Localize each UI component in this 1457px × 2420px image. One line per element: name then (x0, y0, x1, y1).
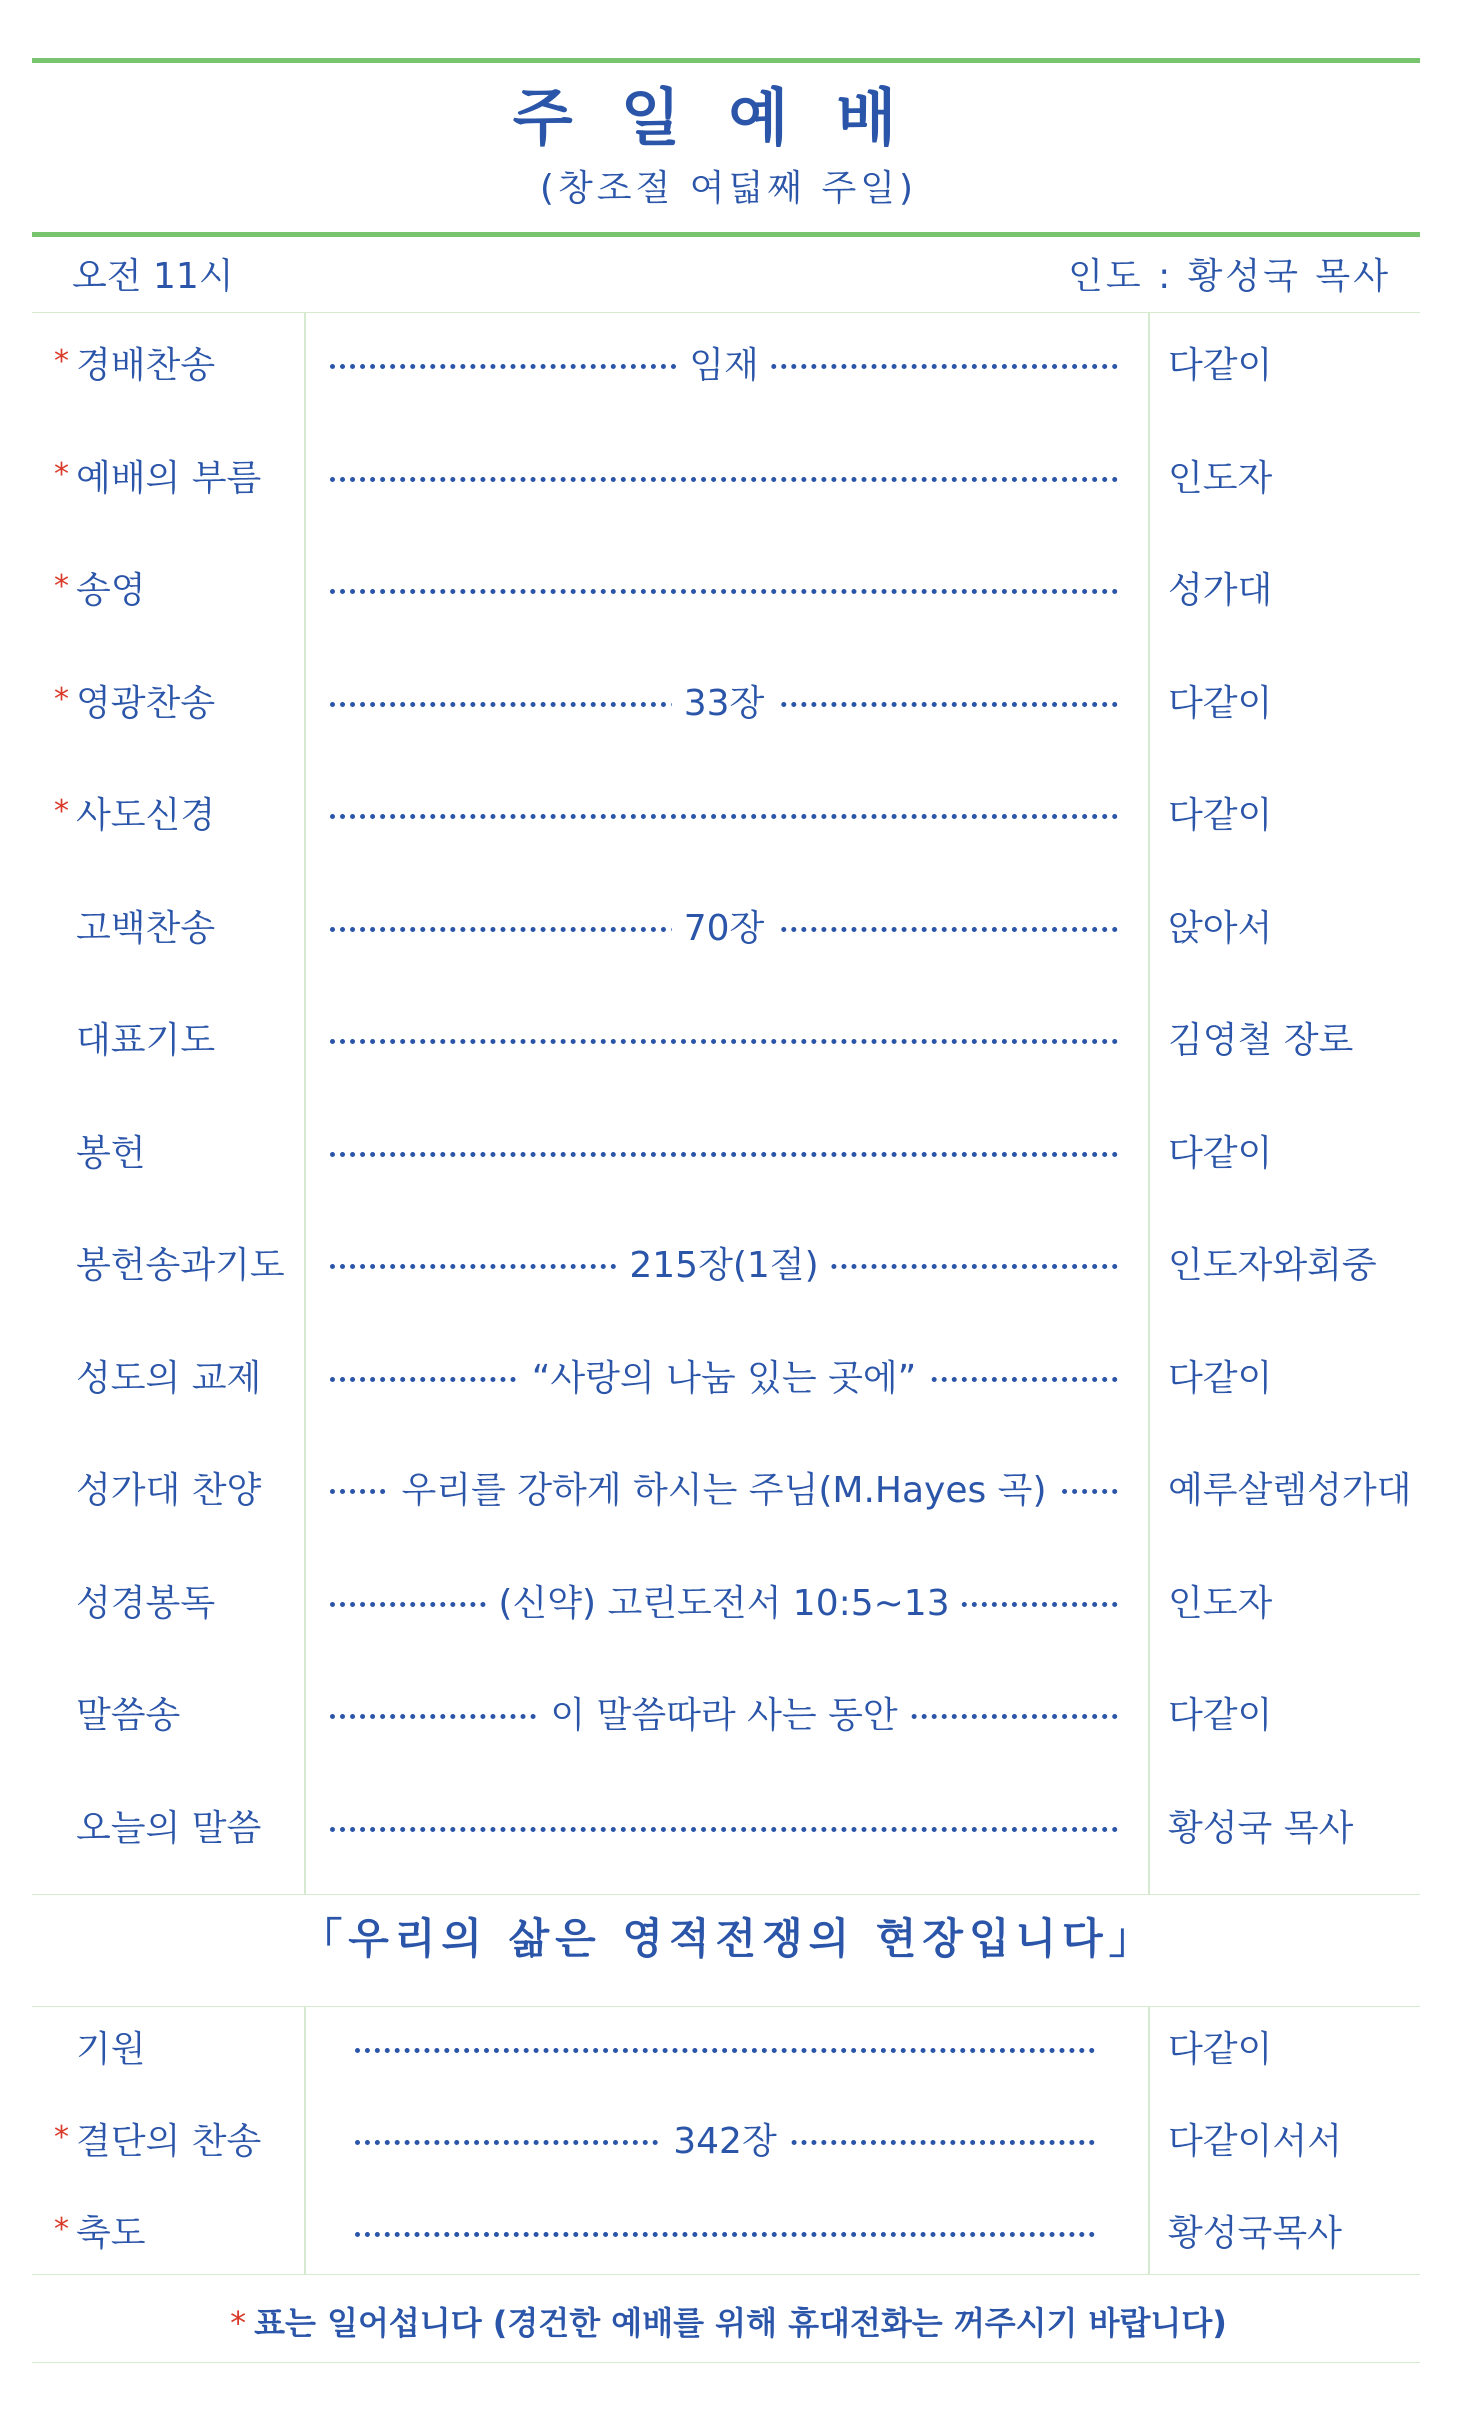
service-item-label: 봉헌 (76, 1132, 146, 1174)
page-subtitle: (창조절 여덟째 주일) (539, 168, 918, 209)
service-item-responder: 다같이 (1168, 345, 1273, 386)
service-item-responder: 다같이 (1168, 682, 1273, 724)
top-green-rule (32, 58, 1420, 63)
divider-before-sermon (32, 1894, 1420, 1895)
dotted-leader (330, 1152, 1118, 1157)
service-leader: 인도 : 황성국 목사 (1068, 256, 1391, 297)
service-item-detail: 33장 (672, 674, 777, 734)
service-item-label: 말씀송 (76, 1695, 181, 1736)
service-row (0, 336, 1457, 396)
dotted-leader (330, 1827, 1118, 1832)
service-row (0, 899, 1457, 959)
service-row (0, 1574, 1457, 1634)
service-item-responder: 성가대 (1168, 570, 1273, 611)
service-item-label: 고백찬송 (76, 907, 216, 949)
divider-top (32, 312, 1420, 313)
service-item-detail: (신약) 고린도전서 10:5~13 (486, 1574, 961, 1634)
star-marker-icon: * (54, 2212, 69, 2247)
service-row (0, 2020, 1457, 2080)
service-item-label: 봉헌송과기도 (76, 1245, 285, 1286)
service-item-detail: 215장(1절) (617, 1236, 830, 1296)
service-item-responder: 인도자 (1168, 1582, 1273, 1624)
service-row (0, 1461, 1457, 1521)
service-item-label: 예배의 부름 (76, 457, 262, 499)
column-divider-left (304, 312, 306, 1894)
service-row (0, 786, 1457, 846)
service-item-label: 기원 (76, 2029, 146, 2070)
service-item-detail: “사랑의 나눔 있는 곳에” (520, 1349, 929, 1409)
service-row (0, 2204, 1457, 2264)
dotted-leader (330, 477, 1118, 482)
star-marker-icon: * (54, 681, 69, 717)
service-item-label: 경배찬송 (76, 345, 216, 386)
service-item-label: 성경봉독 (76, 1582, 216, 1624)
service-item-responder: 다같이 (1168, 1357, 1273, 1399)
service-item-responder: 다같이 (1168, 1132, 1273, 1174)
star-marker-icon: * (54, 344, 69, 379)
service-item-label: 오늘의 말씀 (76, 1807, 262, 1849)
service-row (0, 449, 1457, 509)
service-item-label: 축도 (76, 2213, 146, 2254)
service-item-responder: 인도자와회중 (1168, 1245, 1377, 1286)
service-item-responder: 다같이 (1168, 2029, 1273, 2070)
service-item-responder: 다같이서서 (1168, 2121, 1342, 2162)
dotted-leader (330, 1039, 1118, 1044)
service-row (0, 561, 1457, 621)
star-marker-icon: * (54, 794, 69, 829)
service-item-responder: 김영철 장로 (1168, 1020, 1354, 1061)
service-item-label: 대표기도 (76, 1020, 216, 1061)
sermon-title: 「우리의 삶은 영적전쟁의 현장입니다」 (300, 1914, 1157, 1963)
service-row (0, 1349, 1457, 1409)
service-row (0, 1124, 1457, 1184)
star-marker-icon: * (230, 2304, 247, 2342)
service-row (0, 1236, 1457, 1296)
service-item-label: 결단의 찬송 (76, 2121, 262, 2162)
service-time: 오전 11시 (72, 256, 234, 297)
divider-bottom (32, 2362, 1420, 2363)
service-row (0, 2112, 1457, 2172)
service-item-responder: 다같이 (1168, 1695, 1273, 1736)
service-item-responder: 인도자 (1168, 457, 1273, 499)
service-row (0, 674, 1457, 734)
column-divider-right (1148, 312, 1150, 1894)
service-item-detail: 70장 (672, 899, 777, 959)
service-item-label: 사도신경 (76, 795, 216, 836)
dotted-leader (355, 2048, 1095, 2053)
footer-note-line (0, 2298, 1457, 2344)
footer-note: 표는 일어섭니다 (경건한 예배를 위해 휴대전화는 꺼주시기 바랍니다) (254, 2304, 1227, 2342)
service-row (0, 1686, 1457, 1746)
star-marker-icon: * (54, 569, 69, 604)
service-item-responder: 황성국목사 (1168, 2213, 1342, 2254)
service-item-label: 송영 (76, 570, 146, 611)
service-row (0, 1011, 1457, 1071)
divider-after-sermon (32, 2006, 1420, 2007)
service-item-detail: 우리를 강하게 하시는 주님(M.Hayes 곡) (389, 1461, 1058, 1521)
service-item-responder: 예루살렘성가대 (1168, 1470, 1412, 1511)
service-item-responder: 황성국 목사 (1168, 1807, 1354, 1849)
service-item-detail: 342장 (661, 2112, 789, 2172)
header-green-rule (32, 232, 1420, 237)
dotted-leader (330, 814, 1118, 819)
star-marker-icon: * (54, 2120, 69, 2155)
service-item-label: 성도의 교제 (76, 1357, 262, 1399)
service-item-detail: 임재 (677, 336, 771, 396)
page-title: 주일예배 (512, 81, 945, 154)
service-item-label: 성가대 찬양 (76, 1470, 262, 1511)
service-item-detail: 이 말씀따라 사는 동안 (538, 1686, 909, 1746)
service-item-responder: 앉아서 (1168, 907, 1273, 949)
dotted-leader (330, 589, 1118, 594)
star-marker-icon: * (54, 456, 69, 492)
divider-before-footer (32, 2274, 1420, 2275)
service-row (0, 1799, 1457, 1859)
service-item-label: 영광찬송 (76, 682, 216, 724)
dotted-leader (355, 2232, 1095, 2237)
service-item-responder: 다같이 (1168, 795, 1273, 836)
